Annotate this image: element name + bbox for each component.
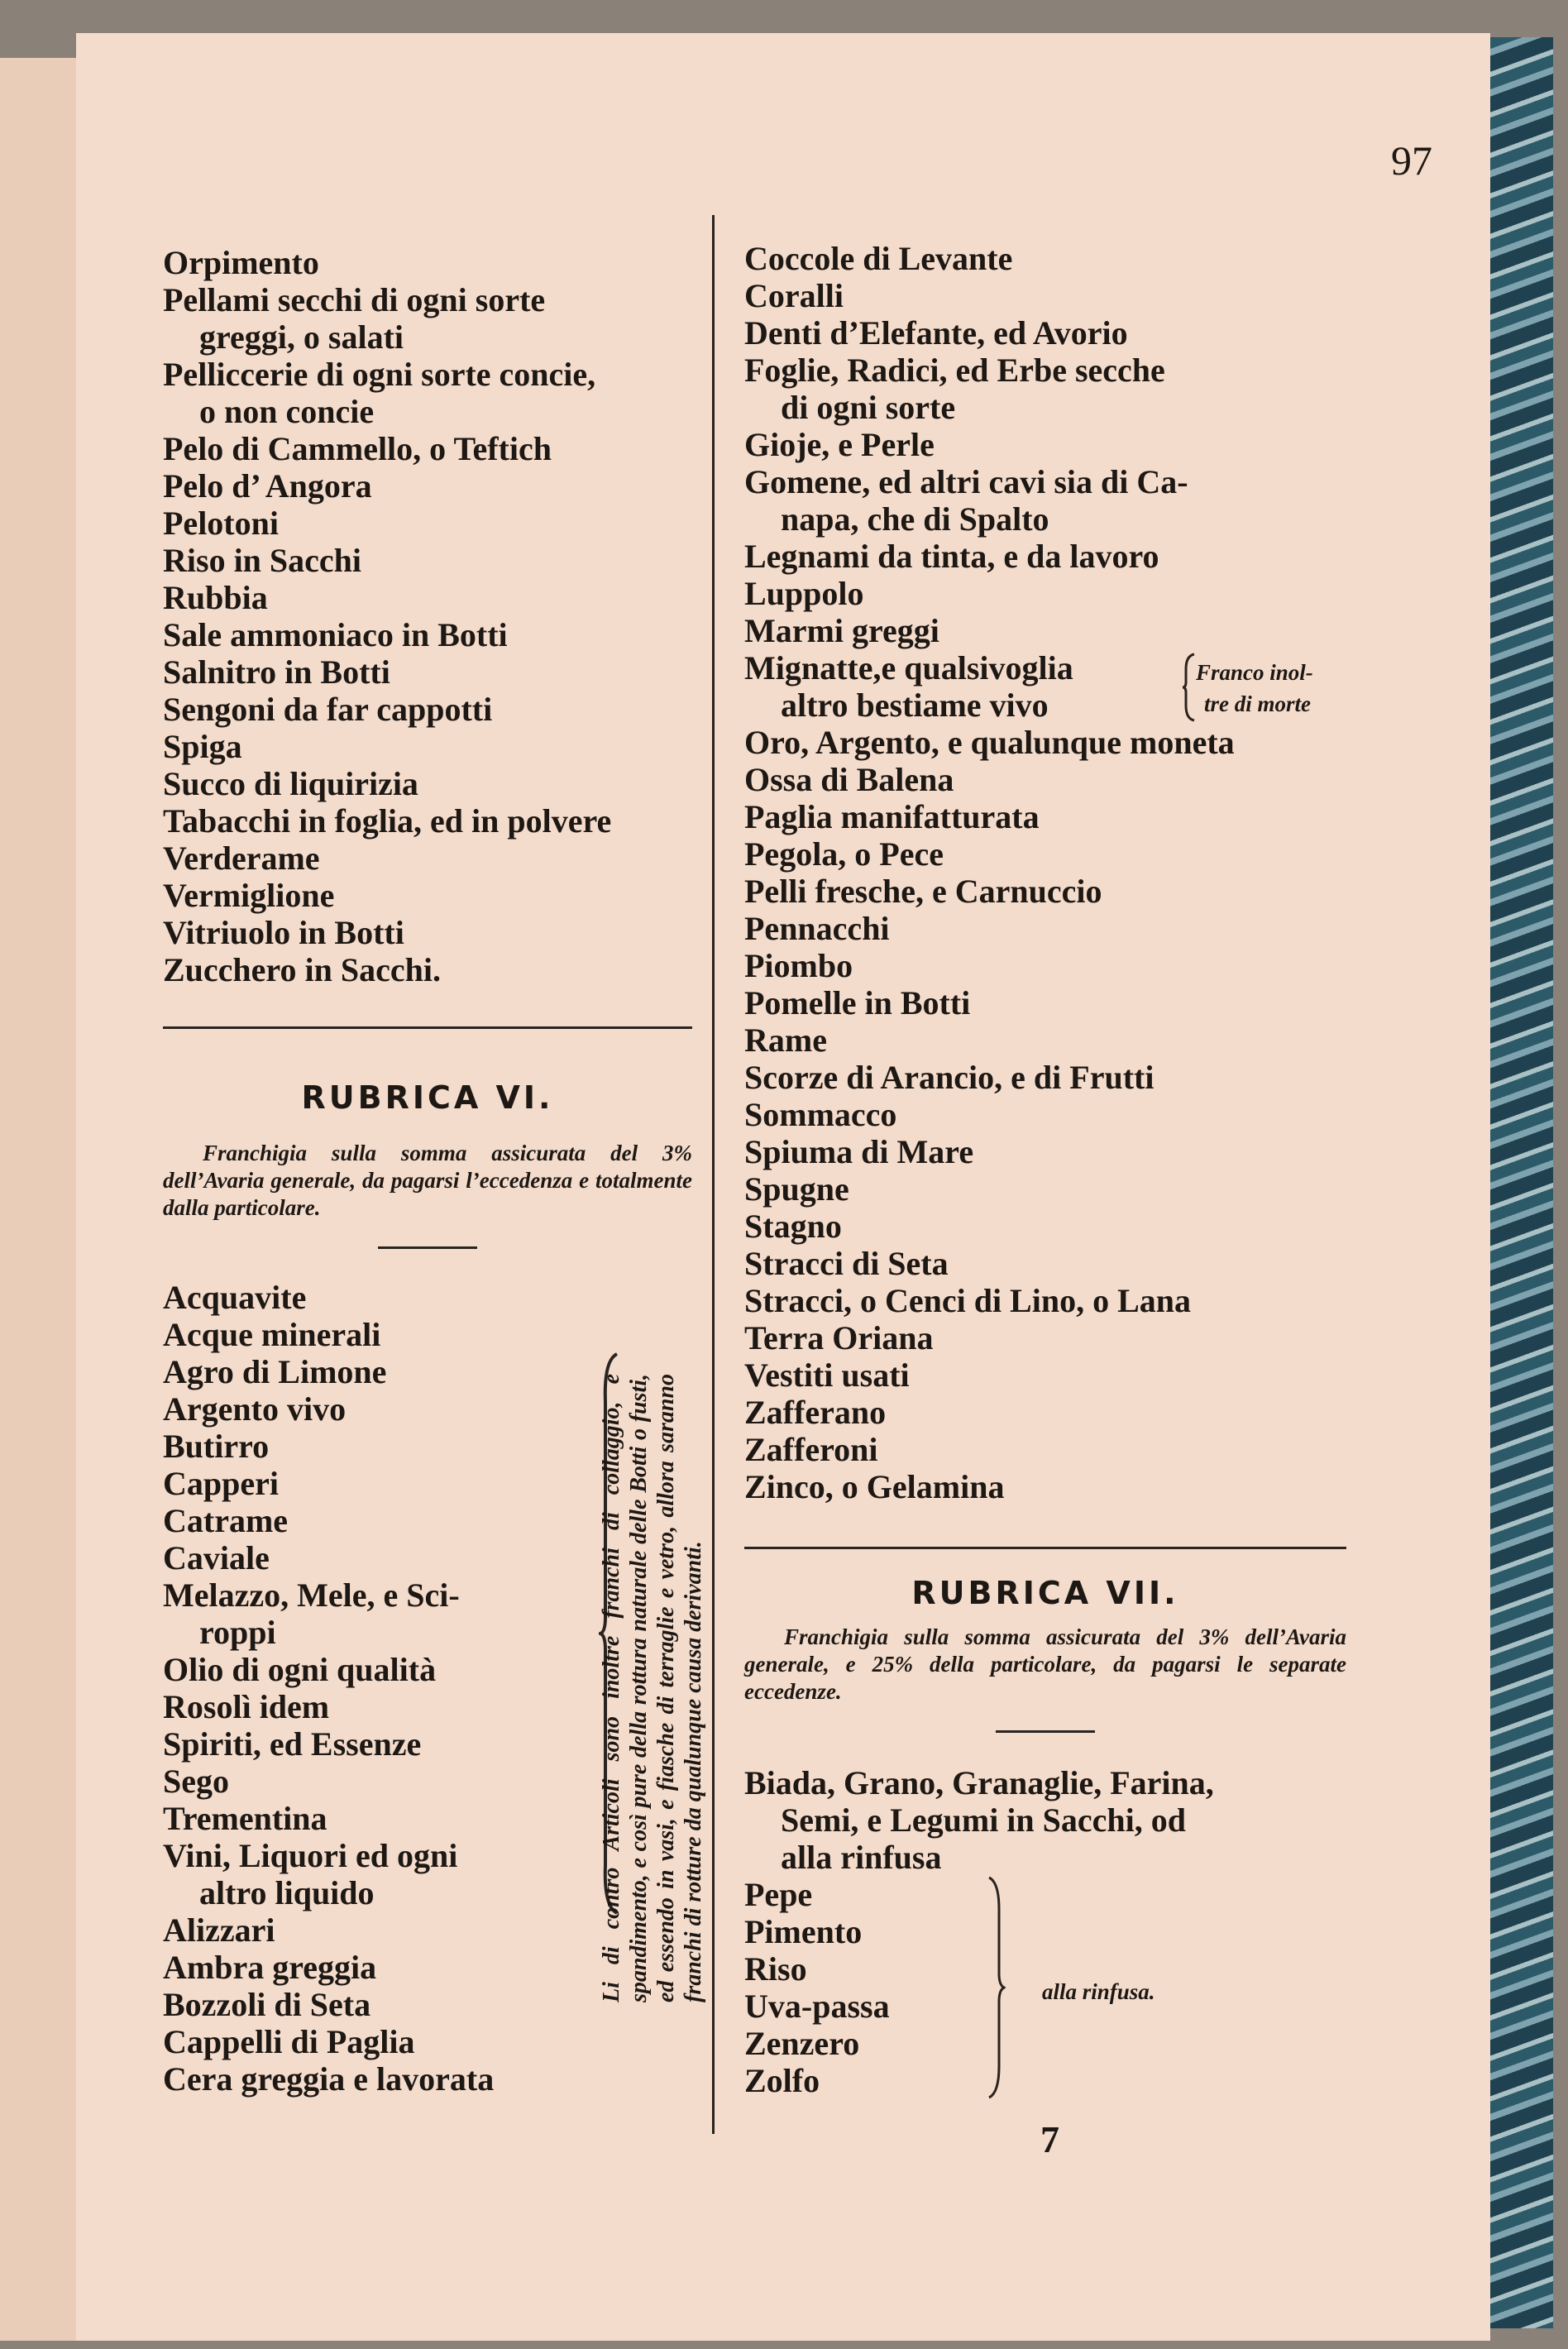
section-rule bbox=[163, 1026, 692, 1029]
list-item: Olio di ogni qualità bbox=[163, 1651, 437, 1688]
list-item: Rame bbox=[744, 1021, 827, 1059]
list-item: Alizzari bbox=[163, 1911, 275, 1949]
page-number: 97 bbox=[1391, 137, 1432, 184]
rubrica-vii-description: Franchigia sulla somma assicurata del 3% dell’Avaria generale, e 25% della particolare, da pagarsi le separate eccedenze. bbox=[744, 1624, 1346, 1704]
list-item: Coralli bbox=[744, 277, 844, 314]
list-item: Bozzoli di Seta bbox=[163, 1986, 371, 2023]
list-item: Terra Oriana bbox=[744, 1319, 934, 1356]
list-item: Foglie, Radici, ed Erbe secche bbox=[744, 352, 1165, 389]
list-item: Oro, Argento, e qualunque moneta bbox=[744, 724, 1235, 761]
list-item: Mignatte,e qualsivoglia bbox=[744, 649, 1073, 687]
list-item: Pomelle in Botti bbox=[744, 984, 971, 1021]
list-item: Argento vivo bbox=[163, 1390, 347, 1428]
list-item: Pennacchi bbox=[744, 910, 890, 947]
rinfusa-group bbox=[744, 1876, 1346, 2099]
previous-page-edge bbox=[0, 58, 79, 2341]
list-item: Denti d’Elefante, ed Avorio bbox=[744, 314, 1128, 352]
list-item: Sego bbox=[163, 1763, 229, 1800]
list-item-continuation: napa, che di Spalto bbox=[781, 500, 1049, 538]
rubrica-vi-title: RUBRICA VI. bbox=[301, 1079, 554, 1116]
list-item: Vestiti usati bbox=[744, 1356, 910, 1394]
list-item: Spugne bbox=[744, 1170, 849, 1208]
list-item: Tabacchi in foglia, ed in polvere bbox=[163, 802, 612, 840]
list-item: Catrame bbox=[163, 1502, 289, 1539]
list-item: Verderame bbox=[163, 840, 320, 877]
list-item: Stracci, o Cenci di Lino, o Lana bbox=[744, 1282, 1192, 1319]
list-item: Scorze di Arancio, e di Frutti bbox=[744, 1059, 1154, 1096]
list-item: Rubbia bbox=[163, 579, 268, 616]
list-item: Pelotoni bbox=[163, 505, 279, 542]
list-item: Zolfo bbox=[744, 2062, 820, 2099]
list-item-continuation: roppi bbox=[199, 1614, 276, 1651]
rubrica-vi-description: Franchigia sulla somma assicurata del 3% dell’Avaria generale, da pagarsi l’eccedenza e totalmente dalla particolare. bbox=[163, 1141, 692, 1220]
right-list-b bbox=[744, 724, 1346, 1505]
list-item: Stracci di Seta bbox=[744, 1245, 949, 1282]
right-list-c bbox=[744, 1764, 1346, 1876]
list-item: Melazzo, Mele, e Sci- bbox=[163, 1576, 460, 1614]
list-item: Legnami da tinta, e da lavoro bbox=[744, 538, 1159, 575]
list-item: Riso bbox=[744, 1950, 807, 1988]
list-item: Stagno bbox=[744, 1208, 842, 1245]
list-item: Sale ammoniaco in Botti bbox=[163, 616, 508, 653]
list-item: Luppolo bbox=[744, 575, 864, 612]
list-item: Gomene, ed altri cavi sia di Ca- bbox=[744, 463, 1188, 500]
list-item-continuation: greggi, o salati bbox=[199, 318, 404, 356]
list-item-continuation: altro liquido bbox=[199, 1874, 375, 1911]
rotated-note: Li di contro Articoli sono inoltre franchi di collaggio, e spandimento, e così pure della rottura naturale delle Botti o fusti, ed essendo in vasi, e fiasche di terraglie e vetro, allora saranno franchi di rotture da qualunque causa derivanti. bbox=[599, 1374, 706, 2002]
marbled-cover-edge bbox=[1489, 37, 1553, 2328]
list-item: Pellami secchi di ogni sorte bbox=[163, 281, 546, 318]
section-rule bbox=[744, 1547, 1346, 1549]
list-item: Cera greggia e lavorata bbox=[163, 2060, 495, 2098]
list-item: Acquavite bbox=[163, 1279, 307, 1316]
list-item: Agro di Limone bbox=[163, 1353, 387, 1390]
list-item: Spiuma di Mare bbox=[744, 1133, 974, 1170]
list-item: Vini, Liquori ed ogni bbox=[163, 1837, 458, 1874]
list-item: Coccole di Levante bbox=[744, 240, 1013, 277]
list-item: Salnitro in Botti bbox=[163, 653, 390, 691]
list-item: Vermiglione bbox=[163, 877, 335, 914]
list-item: Butirro bbox=[163, 1428, 270, 1465]
list-item: Ossa di Balena bbox=[744, 761, 954, 798]
list-item: Capperi bbox=[163, 1465, 279, 1502]
list-item: Vitriuolo in Botti bbox=[163, 914, 404, 951]
list-item: Uva-passa bbox=[744, 1988, 890, 2025]
list-item: Zucchero in Sacchi. bbox=[163, 951, 441, 988]
list-item: Paglia manifatturata bbox=[744, 798, 1040, 835]
list-item: Zafferoni bbox=[744, 1431, 878, 1468]
list-item: Pegola, o Pece bbox=[744, 835, 944, 873]
list-item: Succo di liquirizia bbox=[163, 765, 418, 802]
left-list-a bbox=[163, 244, 692, 988]
right-column bbox=[744, 240, 1346, 2099]
list-item: Pelli fresche, e Carnuccio bbox=[744, 873, 1102, 910]
right-list-a bbox=[744, 240, 1346, 649]
list-item: Acque minerali bbox=[163, 1316, 381, 1353]
list-item-continuation: Semi, e Legumi in Sacchi, od bbox=[781, 1801, 1187, 1839]
list-item: Pelliccerie di ogni sorte concie, bbox=[163, 356, 596, 393]
list-item: Biada, Grano, Granaglie, Farina, bbox=[744, 1764, 1214, 1801]
list-item: Marmi greggi bbox=[744, 612, 939, 649]
list-item: Gioje, e Perle bbox=[744, 426, 935, 463]
list-item: Caviale bbox=[163, 1539, 270, 1576]
list-item: Rosolì idem bbox=[163, 1688, 330, 1725]
list-item: Zinco, o Gelamina bbox=[744, 1468, 1005, 1505]
rinfusa-note: alla rinfusa. bbox=[1042, 1979, 1155, 2004]
short-rule bbox=[378, 1246, 477, 1249]
list-item: Pepe bbox=[744, 1876, 813, 1913]
list-item: Spiriti, ed Essenze bbox=[163, 1725, 422, 1763]
list-item: Sommacco bbox=[744, 1096, 897, 1133]
list-item: Ambra greggia bbox=[163, 1949, 377, 1986]
list-item: Sengoni da far cappotti bbox=[163, 691, 493, 728]
list-item: Zafferano bbox=[744, 1394, 887, 1431]
list-item: Zenzero bbox=[744, 2025, 860, 2062]
mignatte-note-1: Franco inol- bbox=[1196, 660, 1313, 685]
mignatte-brace bbox=[1181, 653, 1198, 722]
list-item: Trementina bbox=[163, 1800, 327, 1837]
mignatte-entry bbox=[744, 649, 1346, 724]
list-item: Pelo di Cammello, o Teftich bbox=[163, 430, 552, 467]
list-item: Spiga bbox=[163, 728, 242, 765]
list-item: Riso in Sacchi bbox=[163, 542, 362, 579]
list-item: Pimento bbox=[744, 1913, 863, 1950]
mignatte-note-2: tre di morte bbox=[1204, 691, 1311, 716]
rinfusa-brace bbox=[984, 1876, 1006, 2099]
list-item: Orpimento bbox=[163, 244, 319, 281]
rubrica-vii-title: RUBRICA VII. bbox=[911, 1575, 1179, 1611]
left-list-b bbox=[163, 1279, 519, 2098]
list-item: Piombo bbox=[744, 947, 853, 984]
list-item: Pelo d’ Angora bbox=[163, 467, 372, 505]
list-item-continuation: di ogni sorte bbox=[781, 389, 956, 426]
list-item: Cappelli di Paglia bbox=[163, 2023, 415, 2060]
short-rule bbox=[996, 1730, 1095, 1733]
signature-number: 7 bbox=[1040, 2118, 1059, 2160]
list-item-continuation: alla rinfusa bbox=[781, 1839, 942, 1876]
list-item-continuation: o non concie bbox=[199, 393, 375, 430]
list-item-continuation: altro bestiame vivo bbox=[781, 687, 1049, 724]
